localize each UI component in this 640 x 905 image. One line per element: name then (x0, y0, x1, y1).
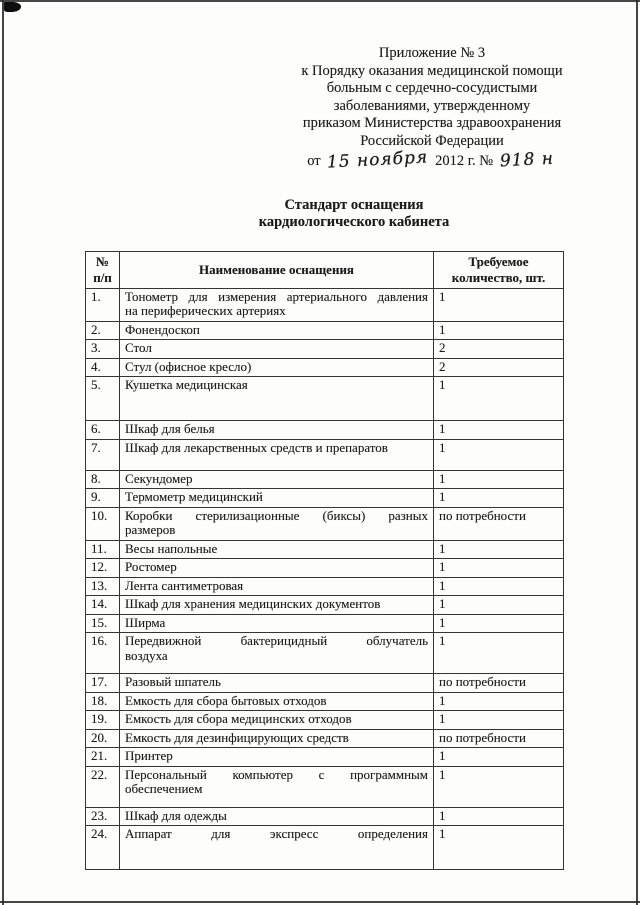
table-row (86, 633, 564, 674)
document-title (68, 197, 640, 231)
row-number: 21. (86, 748, 120, 767)
equipment-name: Ширма (120, 614, 434, 633)
required-quantity: 1 (434, 321, 564, 340)
row-number: 12. (86, 559, 120, 578)
table-row (86, 729, 564, 748)
table-row (86, 826, 564, 870)
required-quantity: 1 (434, 633, 564, 674)
col-header-qty-line1: Требуемое (468, 253, 529, 269)
col-header-qty-line2: количество, шт. (451, 269, 546, 285)
required-quantity: 1 (434, 748, 564, 767)
row-number: 11. (86, 540, 120, 559)
equipment-name: Шкаф для белья (120, 421, 434, 440)
required-quantity: по потребности (434, 507, 564, 540)
row-number: 23. (86, 807, 120, 826)
appendix-header (256, 45, 608, 171)
table-row (86, 540, 564, 559)
appendix-line: приказом Министерства здравоохранения (302, 115, 562, 131)
required-quantity: 1 (434, 489, 564, 508)
title-line-2: кардиологического кабинета (258, 213, 450, 230)
equipment-name: Емкость для сбора медицинских отходов (120, 711, 434, 730)
table-row (86, 596, 564, 615)
scan-edge-left (2, 0, 4, 905)
table-row (86, 614, 564, 633)
row-number: 22. (86, 766, 120, 807)
row-number: 10. (86, 507, 120, 540)
equipment-name: Секундомер (120, 470, 434, 489)
required-quantity: 1 (434, 807, 564, 826)
required-quantity: 1 (434, 421, 564, 440)
required-quantity: 2 (434, 358, 564, 377)
appendix-line: к Порядку оказания медицинской помощи (301, 62, 563, 79)
required-quantity: 1 (434, 377, 564, 421)
equipment-name: Весы напольные (120, 540, 434, 559)
required-quantity: 1 (434, 559, 564, 578)
date-prefix: от (307, 153, 321, 169)
equipment-table-body (86, 288, 564, 870)
row-number: 2. (86, 321, 120, 340)
table-row (86, 358, 564, 377)
row-number: 5. (86, 377, 120, 421)
equipment-table (85, 251, 564, 871)
equipment-table-container (85, 251, 640, 871)
table-row (86, 507, 564, 540)
equipment-name: Аппарат для экспресс определения (120, 826, 434, 870)
handwritten-date: 15 ноября (326, 147, 429, 173)
table-row (86, 439, 564, 470)
handwritten-order-number: 918 н (499, 148, 555, 172)
row-number: 17. (86, 674, 120, 693)
col-header-qty (434, 251, 564, 288)
required-quantity: 1 (434, 439, 564, 470)
row-number: 6. (86, 421, 120, 440)
equipment-name: Емкость для сбора бытовых отходов (120, 692, 434, 711)
table-row (86, 288, 564, 321)
row-number: 9. (86, 489, 120, 508)
row-number: 18. (86, 692, 120, 711)
title-line-1: Стандарт оснащения (284, 196, 424, 213)
scan-edge-top (0, 0, 640, 2)
equipment-name: Разовый шпатель (120, 674, 434, 693)
row-number: 1. (86, 288, 120, 321)
table-row (86, 470, 564, 489)
equipment-name: Принтер (120, 748, 434, 767)
equipment-name: Термометр медицинский (120, 489, 434, 508)
required-quantity: 1 (434, 577, 564, 596)
table-row (86, 489, 564, 508)
row-number: 13. (86, 577, 120, 596)
scan-edge-right (636, 0, 638, 905)
row-number: 20. (86, 729, 120, 748)
required-quantity: 1 (434, 288, 564, 321)
col-header-num-line1: № (95, 253, 110, 269)
row-number: 4. (86, 358, 120, 377)
table-row (86, 421, 564, 440)
row-number: 16. (86, 633, 120, 674)
required-quantity: 1 (434, 596, 564, 615)
row-number: 3. (86, 340, 120, 359)
row-number: 14. (86, 596, 120, 615)
table-row (86, 377, 564, 421)
required-quantity: 1 (434, 711, 564, 730)
equipment-name: Ростомер (120, 559, 434, 578)
row-number: 15. (86, 614, 120, 633)
col-header-num (86, 251, 120, 288)
table-row (86, 559, 564, 578)
equipment-name: Шкаф для хранения медицинских документов (120, 596, 434, 615)
table-row (86, 807, 564, 826)
equipment-name: Стул (офисное кресло) (120, 358, 434, 377)
table-header-row (86, 251, 564, 288)
date-year-and-number-sign: 2012 г. № (435, 153, 494, 169)
order-date-line (256, 147, 608, 173)
equipment-name: Тонометр для измерения артериального давления на периферических артериях (120, 288, 434, 321)
appendix-line: Российской Федерации (360, 132, 504, 149)
col-header-num-line2: п/п (93, 269, 112, 285)
table-row (86, 766, 564, 807)
equipment-name: Кушетка медицинская (120, 377, 434, 421)
equipment-name: Шкаф для лекарственных средств и препаратов (120, 439, 434, 470)
equipment-name: Персональный компьютер с программным обеспечением (120, 766, 434, 807)
required-quantity: 1 (434, 766, 564, 807)
required-quantity: 2 (434, 340, 564, 359)
table-row (86, 321, 564, 340)
required-quantity: 1 (434, 470, 564, 489)
row-number: 24. (86, 826, 120, 870)
table-row (86, 711, 564, 730)
required-quantity: 1 (434, 540, 564, 559)
appendix-number-line: Приложение № 3 (378, 45, 486, 61)
row-number: 7. (86, 439, 120, 470)
appendix-line: больным с сердечно-сосудистыми (326, 80, 538, 96)
table-row (86, 674, 564, 693)
col-header-name: Наименование оснащения (120, 251, 434, 288)
equipment-name: Стол (120, 340, 434, 359)
required-quantity: 1 (434, 692, 564, 711)
required-quantity: 1 (434, 614, 564, 633)
scan-artifact-blob (4, 2, 21, 12)
row-number: 19. (86, 711, 120, 730)
equipment-name: Фонендоскоп (120, 321, 434, 340)
equipment-name: Шкаф для одежды (120, 807, 434, 826)
required-quantity: по потребности (434, 674, 564, 693)
equipment-name: Передвижной бактерицидный облучатель воздуха (120, 633, 434, 674)
equipment-name: Емкость для дезинфицирующих средств (120, 729, 434, 748)
required-quantity: по потребности (434, 729, 564, 748)
table-row (86, 692, 564, 711)
row-number: 8. (86, 470, 120, 489)
table-row (86, 340, 564, 359)
required-quantity: 1 (434, 826, 564, 870)
equipment-name: Лента сантиметровая (120, 577, 434, 596)
appendix-line: заболеваниями, утвержденному (333, 97, 531, 114)
equipment-name: Коробки стерилизационные (биксы) разных размеров (120, 507, 434, 540)
table-row (86, 577, 564, 596)
scan-edge-bottom (0, 901, 640, 903)
table-row (86, 748, 564, 767)
